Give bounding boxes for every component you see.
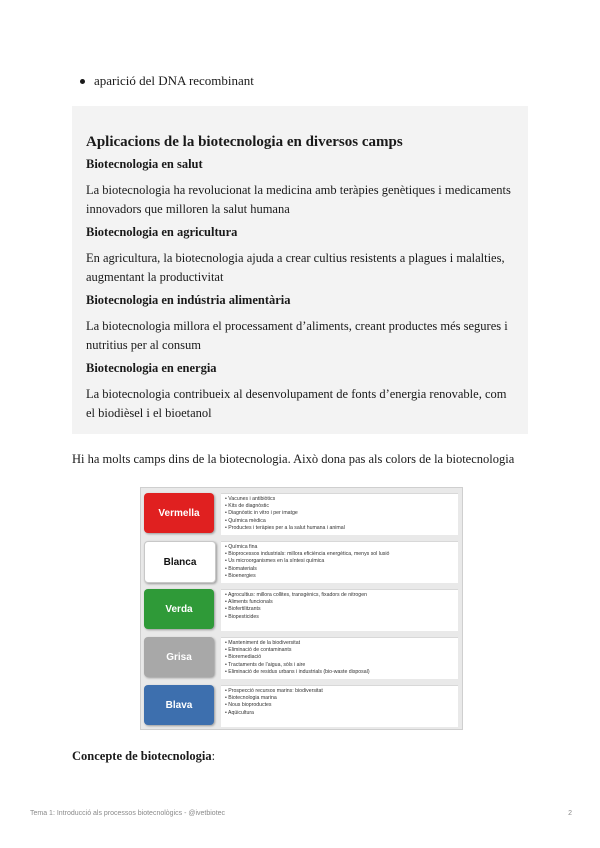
section-heading-agricultura: Biotecnologia en agricultura [86, 225, 238, 239]
list-item: • Química fina [225, 544, 454, 551]
color-items-blava [221, 685, 458, 727]
bullet-text: aparició del DNA recombinant [94, 73, 254, 88]
section-heading-salut: Biotecnologia en salut [86, 157, 203, 171]
color-row-blava [141, 682, 462, 728]
footer-text: Tema 1: Introducció als processos biotecnològics - @ivetbiotec [30, 810, 226, 817]
list-item: • Biopesticides [225, 614, 454, 621]
color-row-verda [141, 586, 462, 632]
color-label-vermella: Vermella [144, 493, 214, 533]
section-text-agricultura: En agricultura, la biotecnologia ajuda a crear cultius resistents a plagues i malalties, augmentant la productivitat [86, 251, 505, 284]
list-item: • Bioenergies [225, 573, 454, 580]
color-items-verda [221, 589, 458, 631]
list-item: • Kits de diagnòstic [225, 503, 454, 510]
list-item: • Eliminació de contaminants [225, 647, 454, 654]
list-item: • Diagnòstic in vitro i per imatge [225, 510, 454, 517]
list-item: • Química mèdica [225, 518, 454, 525]
concept-heading [72, 749, 215, 764]
section-heading-alimentaria: Biotecnologia en indústria alimentària [86, 293, 291, 307]
bullet-dot-icon [80, 79, 85, 84]
color-label-blanca: Blanca [144, 541, 216, 583]
color-row-blanca [141, 538, 462, 584]
list-item: • Prospecció recursos marins: biodiversitat [225, 688, 454, 695]
section-text-salut: La biotecnologia ha revolucionat la medicina amb teràpies genètiques i medicaments innovadors que milloren la salut humana [86, 183, 511, 216]
page-number: 2 [568, 810, 572, 817]
color-items-vermella [221, 493, 458, 535]
list-item: • Vacunes i antibiòtics [225, 496, 454, 503]
list-item: • Productes i teràpies per a la salut humana i animal [225, 525, 454, 532]
list-item: • Us microorganismes en la síntesi química [225, 558, 454, 565]
section-text-alimentaria: La biotecnologia millora el processament d’aliments, creant productes més segures i nutritius per al consum [86, 319, 508, 352]
applications-box [72, 106, 528, 434]
list-item: • Bioprocessos industrials: millora eficiència energètica, menys sol lusió [225, 551, 454, 558]
applications-title: Aplicacions de la biotecnologia en diversos camps [86, 134, 403, 150]
color-row-grisa [141, 634, 462, 680]
list-item: • Manteniment de la biodiversitat [225, 640, 454, 647]
list-item: • Eliminació de residus urbans i industrials (bio-waste disposal) [225, 669, 454, 676]
concept-label: Concepte de biotecnologia [72, 749, 212, 763]
list-item: • Biomaterials [225, 566, 454, 573]
biotech-colors-figure [140, 487, 463, 730]
list-item: • Biotecnologia marina [225, 695, 454, 702]
list-item: • Nous bioproductes [225, 702, 454, 709]
intro-paragraph: Hi ha molts camps dins de la biotecnologia. Això dona pas als colors de la biotecnologia [72, 452, 515, 466]
bullet-item [80, 73, 254, 89]
color-items-blanca [221, 541, 458, 583]
list-item: • Bioremediació [225, 654, 454, 661]
section-text-energia: La biotecnologia contribueix al desenvolupament de fonts d’energia renovable, com el biodièsel i el bioetanol [86, 387, 507, 420]
list-item: • Aqüicultura [225, 710, 454, 717]
section-heading-energia: Biotecnologia en energia [86, 361, 217, 375]
list-item: • Tractaments de l’aigua, sòls i aire [225, 662, 454, 669]
color-items-grisa [221, 637, 458, 679]
color-label-grisa: Grisa [144, 637, 214, 677]
color-row-vermella [141, 490, 462, 536]
list-item: • Agrocultius: millora collites, transgènics, fixadors de nitrogen [225, 592, 454, 599]
concept-suffix: : [211, 749, 216, 763]
color-label-verda: Verda [144, 589, 214, 629]
color-label-blava: Blava [144, 685, 214, 725]
list-item: • Biofertilitzants [225, 606, 454, 613]
list-item: • Aliments funcionals [225, 599, 454, 606]
